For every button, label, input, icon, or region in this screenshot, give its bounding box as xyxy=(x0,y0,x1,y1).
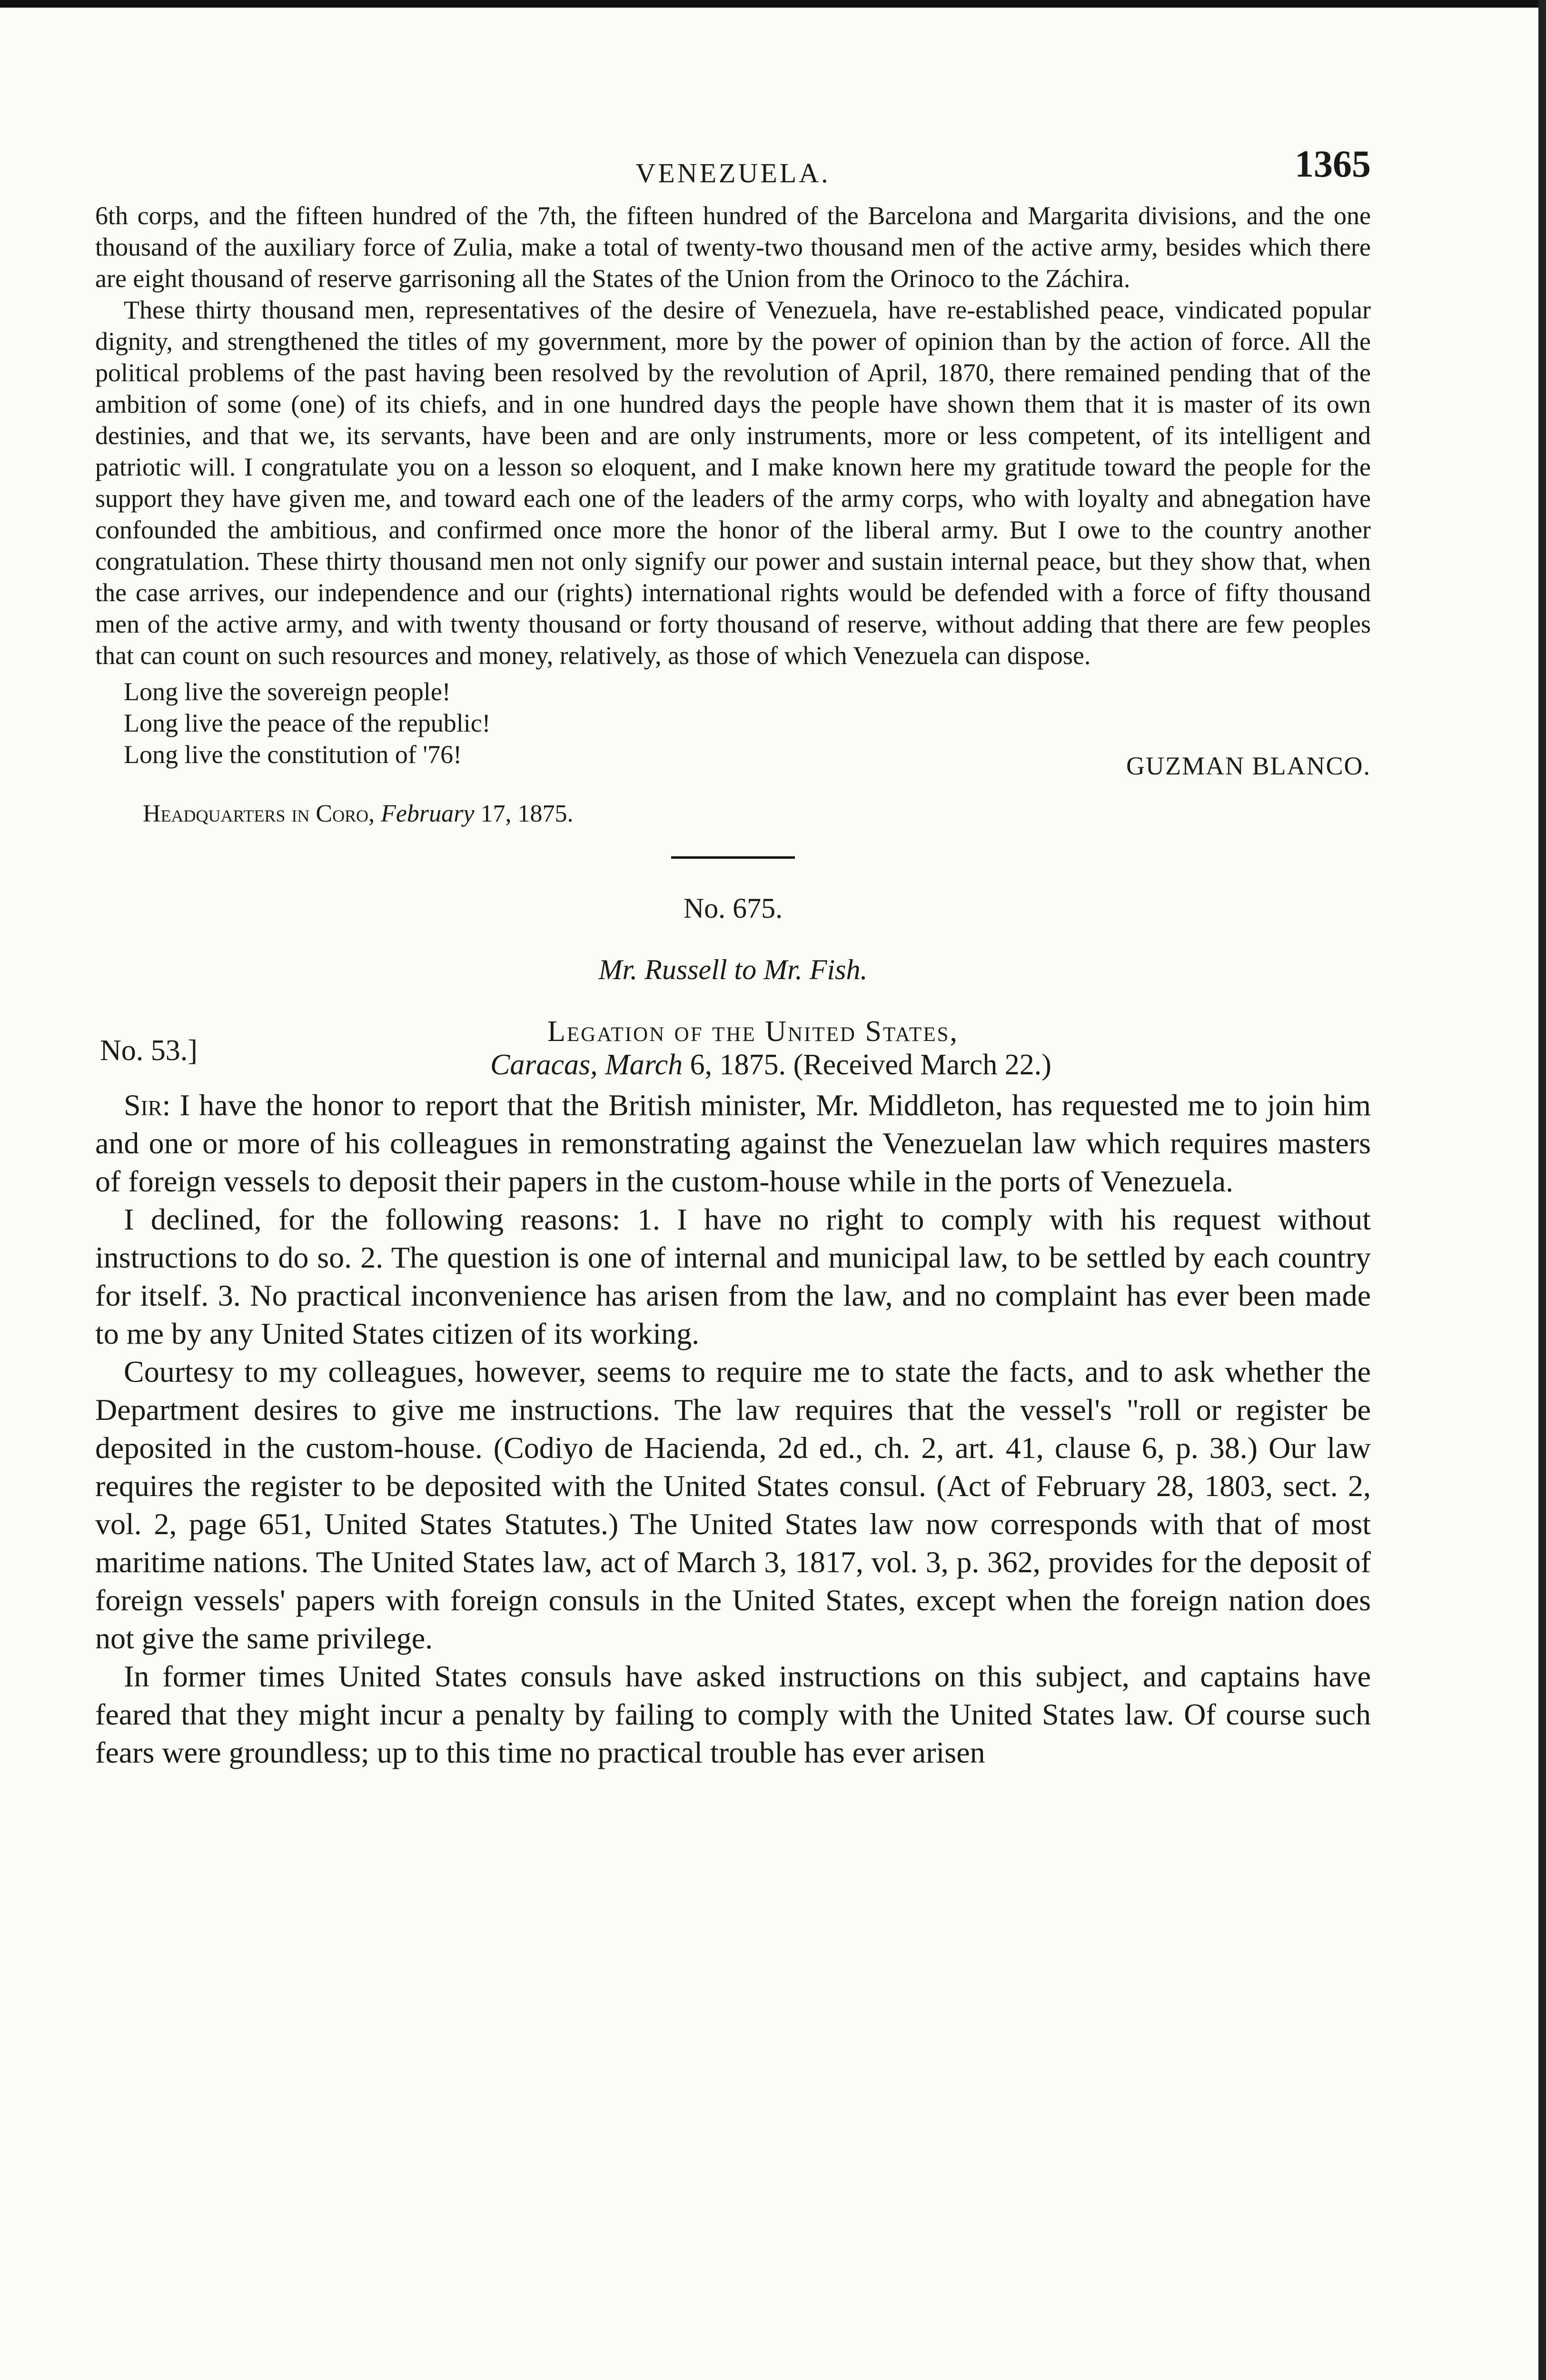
salutation: Sir: xyxy=(124,1088,171,1122)
dispatch-date-rest: 6, 1875. (Received March 22.) xyxy=(690,1049,1051,1081)
paragraph: I declined, for the following reasons: 1. I have no right to comply with his request without instructions to do so. 2. The question is one of internal and municipal law, to be settled by each country for itself. 3. No practical inconvenience has arisen from the law, and no complaint has ever been made to me by any United States citizen of its working. xyxy=(95,1202,1371,1350)
page xyxy=(95,143,1371,1772)
date-month: February xyxy=(381,800,475,827)
document-heading: Mr. Russell to Mr. Fish. xyxy=(598,954,868,985)
scan-right-border xyxy=(1538,0,1546,2380)
place-date xyxy=(95,800,1371,828)
cheer-line: Long live the sovereign people! xyxy=(124,677,451,706)
scan-top-border xyxy=(0,0,1546,8)
section-divider xyxy=(671,856,795,859)
running-title: VENEZUELA. xyxy=(635,158,831,188)
page-number: 1365 xyxy=(1295,143,1371,185)
dispatch-place: Caracas, March xyxy=(490,1049,683,1081)
dispatch-date xyxy=(490,1048,1051,1082)
proclamation-text xyxy=(95,200,1371,671)
paragraph: These thirty thousand men, representatives of the desire of Venezuela, have re-established peace, vindicated popular dignity, and strengthened the titles of my government, more by the power of opinion than by the action of force. All the political problems of the past having been resolved by the revolution of April, 1870, there remained pending that of the ambition of some (one) of its chiefs, and in one hundred days the people have shown them that it is master of its own destinies, and that we, its servants, have been and are only instruments, more or less competent, of its intelligent and patriotic will. I congratulate you on a lesson so eloquent, and I make known here my gratitude toward the people for the support they have given me, and toward each one of the leaders of the army corps, who with loyalty and abnegation have confounded the ambitious, and confirmed once more the honor of the liberal army. But I owe to the country another congratulation. These thirty thousand men not only signify our power and sustain internal peace, but they show that, when the case arrives, our independence and our (rights) international rights would be defended with a force of fifty thousand men of the active army, and with twenty thousand or forty thousand of reserve, without adding that there are few peoples that can count on such resources and money, relatively, as those of which Venezuela can dispose. xyxy=(95,296,1371,670)
dispatch-number: No. 53.] xyxy=(100,1034,198,1067)
paragraph: 6th corps, and the fifteen hundred of the 7th, the fifteen hundred of the Barcelona and Margarita divisions, and the one thousand of the auxiliary force of Zulia, make a total of twenty-two thousand men of the active army, besides which there are eight thousand of reserve garrisoning all the States of the Union from the Orinoco to the Záchira. xyxy=(95,201,1371,293)
cheer-line: Long live the peace of the republic! xyxy=(124,709,491,737)
paragraph xyxy=(95,1086,1371,1200)
page-header xyxy=(95,143,1371,200)
document-number: No. 675. xyxy=(683,892,783,924)
letter-body xyxy=(95,1086,1371,1772)
place: Headquarters in Coro, xyxy=(143,800,375,827)
signature: GUZMAN BLANCO. xyxy=(1126,752,1371,780)
paragraph: Courtesy to my colleagues, however, seems to require me to state the facts, and to ask whether the Department desires to give me instructions. The law requires that the vessel's "roll or register be deposited in the custom-house. (Codiyo de Hacienda, 2d ed., ch. 2, art. 41, clause 6, p. 38.) Our law requires the register to be deposited with the United States consul. (Act of February 28, 1803, sect. 2, vol. 2, page 651, United States Statutes.) The United States law now corresponds with that of most maritime nations. The United States law, act of March 3, 1817, vol. 3, p. 362, provides for the deposit of foreign vessels' papers with foreign consuls in the United States, except when the foreign nation does not give the same privilege. xyxy=(95,1355,1371,1655)
dispatch-from: Legation of the United States, xyxy=(547,1015,959,1048)
paragraph: In former times United States consuls have asked instructions on this subject, and captains have feared that they might incur a penalty by failing to comply with the United States law. Of course such fears were groundless; up to this time no practical trouble has ever arisen xyxy=(95,1659,1371,1769)
dispatch-header xyxy=(95,1015,1371,1086)
cheer-line: Long live the constitution of '76! xyxy=(124,740,462,769)
date-rest: 17, 1875. xyxy=(480,800,574,827)
paragraph-text: I have the honor to report that the British minister, Mr. Middleton, has requested me to join him and one or more of his colleagues in remonstrating against the Venezuelan law which requires masters of foreign vessels to deposit their papers in the custom-house while in the ports of Venezuela. xyxy=(95,1088,1371,1198)
